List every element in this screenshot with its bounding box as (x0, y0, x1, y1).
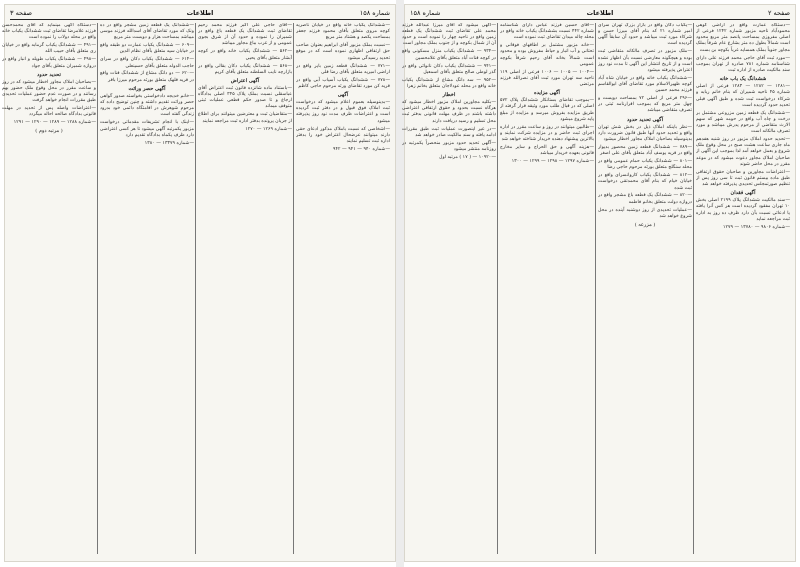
notice-paragraph: — بصاحبان املاک مجاور اخطار میشود که در روز و ساعت مقرر در محل وقوع ملک حضور بهم رسانند و در صورت عدم حضور عملیات تحدیدی طبق مقررات انجام خواهد گرفت (2, 80, 96, 105)
notice-paragraph: — ششدانگ یک قطعه زمین مشجر واقع در ده ونک که مورد تقاضای آقای اسدالله فرزند موسی میباشد بمساحت هزار و دویست متر مربع (100, 23, 194, 41)
notice-paragraph: — نظر باینکه املاک ذیل در بخش شش تهران واقع و تحدید حدود آنها طبق قانون ضرورت دارد بدینوسیله بصاحبان املاک مجاور اخطار میشود (598, 125, 692, 143)
column-divider (195, 23, 196, 554)
notice-paragraph: — باستناد ماده شانزده قانون ثبت اعتراض آقای عباسقلی نسبت بملک پلاک ۳۴۵ اصلی بدادگاه ارجاع و تا صدور حکم قطعی عملیات ثبتی متوقف میماند (198, 86, 292, 111)
notice-paragraph: — ۷۷۸ — ششدانگ یکباب آسیاب آبی واقع در قریه کن مورد تقاضای ورثه مرحوم حاجی کاظم (296, 78, 390, 90)
notice-paragraph: — شماره ۱۲۶۹ — ۱۲۷۰ (198, 127, 292, 133)
notice-paragraph: — تحدید حدود املاک مزبور در روز شنبه هفدهم ماه جاری ساعت هشت صبح در محل وقوع ملک شروع و بعمل خواهد آمد لذا بموجب این آگهی از صاحبان املاک مجاور دعوت میشود که در موعد مقرر در محل حاضر شوند (696, 137, 790, 168)
newspaper-page-right (404, 4, 796, 562)
notice-heading: آگهی (337, 91, 349, 98)
newspaper-name: اطلاعات (186, 9, 214, 17)
notice-paragraph: — یکباب دکان واقع در بازار بزرگ تهران سرای امیر شماره ۲۱ که بنام آقای میرزا حسن و شرکاء مورد ثبت میباشد و حدود آن سابقاً آگهی گردیده است (598, 23, 692, 48)
column-divider (497, 23, 498, 554)
notice-heading: ششدانگ یک باب خانه (719, 76, 767, 83)
notice-paragraph: — اعتراضات مجاورین و صاحبان حقوق ارتفاقی طبق ماده بیستم قانون ثبت تا سی روز پس از تنظیم صورتمجلس تحدیدی پذیرفته خواهد شد (696, 170, 790, 188)
text-column (296, 23, 390, 556)
notice-paragraph: — اشخاصی که نسبت باملاک مذکور ادعای حقی دارند میتوانند عرضحال اعتراض خود را بدفتر اداره ثبت تسلیم نمایند (296, 127, 390, 145)
text-column (198, 23, 292, 556)
issue-number: شماره ۱۵۸ (410, 9, 441, 17)
notice-paragraph: — ۴۹۱ — ششدانگ یکباب گرمابه واقع در خیابان ری متعلق بآقای حبیب الله (2, 43, 96, 55)
text-column (696, 23, 790, 556)
notice-paragraph: — دستگاه عمارت واقع در اراضی کوهی محمودآباد ناحیه مزبور شماره ۱۲۴۲ فرعی از اصلی مفروزی بمساحت پانصد متر مربع محدود است شمالاً بطول ده متر بشارع عام شرقاً بملک مجاور جنوباً بملک همسایه غرباً بکوچه بن بست (696, 23, 790, 54)
notice-paragraph: — اعتراضات واصله پس از تحدید در مهلت قانونی بدادگاه صالحه احاله میگردد (2, 106, 96, 118)
notice-heading: اخطار (442, 91, 456, 98)
notice-paragraph: — هزینه آگهی و حق الحراج و سایر مخارج قانونی بعهده خریدار میباشد (500, 145, 594, 157)
notice-paragraph: — عملیات تحدیدی از روز دوشنبه آینده در محل شروع خواهد شد (598, 208, 692, 220)
newspaper-name: اطلاعات (586, 9, 614, 17)
notice-paragraph: — ششدانگ یکباب خانه واقع در خیابان شاه آباد کوچه ظهیرالاسلام مورد تقاضای آقای ابوالقاسم فرزند محمد حسین (598, 76, 692, 94)
notice-paragraph: — ۷۷۱ — ششدانگ قطعه زمین بایر واقع در اراضی امیریه متعلق بآقای رضا قلی (296, 64, 390, 76)
page-number: صفحه ۲ (767, 9, 790, 17)
notice-heading: آگهی اعتراض (230, 77, 260, 84)
notice-paragraph: — آگهی میشود که آقای میرزا عبدالله فرزند محمد علی تقاضای ثبت ششدانگ یک قطعه زمین واقع در ناحیه چهار را نموده است و حدود آن از شمال بکوچه و از جنوب بملک مجاور است (402, 23, 496, 48)
notice-mark: ( مزرعه ) (634, 221, 656, 228)
notice-paragraph: — آقای حاجی علی اکبر فرزند محمد رحیم تقاضای ثبت ششدانگ یک قطعه باغ واقع در شمیران را نموده و حدود آن از شرق بجوی عمومی و از غرب بباغ مجاور میباشد (198, 23, 292, 48)
notice-paragraph: — ۸۰۱ — ششدانگ یکباب حمام عمومی واقع در محله سنگلج متعلق بورثه مرحوم حاجی رضا (598, 159, 692, 171)
newspaper-page-left (4, 4, 396, 562)
notice-paragraph: — ۹۵۲ — سه دانگ مشاع از ششدانگ یکباب خانه واقع در محله عودلاجان متعلق بخانم زهرا (402, 78, 496, 90)
notice-paragraph: — دستگاه آگهی مینماید که آقای محمدحسن فرزند غلامرضا تقاضای ثبت ششدانگ یکباب خانه واقع در محله دولاب را نموده است (2, 23, 96, 41)
notice-paragraph: — شماره ۹۴۰ — ۹۴۱ — ۹۴۲ (296, 147, 390, 153)
notice-paragraph: — ملک مزبور در تصرف مالکانه متقاضی ثبت بوده و هیچگونه معارضی نسبت بآن اظهار نشده است و از تاریخ انتشار این آگهی تا مدت نود روز اعتراض پذیرفته میشود (598, 49, 692, 74)
text-column (500, 23, 594, 556)
notice-heading: آگهی تحدید حدود (626, 116, 663, 123)
column-divider (293, 23, 294, 554)
text-column (2, 23, 96, 556)
notice-paragraph: — مورد ثبت آقای حاجی محمد فرزند علی دارای شناسنامه شماره ۷۸۱ صادره از تهران بموجب سند مالکیت صادره از اداره ثبت (696, 56, 790, 74)
notice-paragraph: — ۱۲۸۱ — ۱۲۸۲ — ۱۲۸۳ فرعی از اصلی شماره ۴۵ ناحیه شمیران که بنام خانم ربابه و شرکاء درخواست ثبت شده و طبق آگهی قبلی تحدید حدود گردیده است (696, 84, 790, 109)
notice-paragraph: — شماره ۱۲۹۷ — ۱۲۹۸ — ۱۲۹۹ — ۱۳۰۰ (500, 159, 594, 165)
notice-paragraph: — ۹۳۴ — ششدانگ یکباب منزل مسکونی واقع در کوچه قنات آباد متعلق بآقای غلامحسین (402, 49, 496, 61)
notice-paragraph: — ۵۶۸ — ششدانگ یکباب دکان بقالی واقع در بازارچه نایب السلطنه متعلق بآقای کریم (198, 64, 292, 76)
running-head (10, 8, 390, 18)
notice-paragraph: — شماره ۹۸۰۶ — ۱۳۷۸۰ — ۱۲۷۹ (696, 225, 790, 231)
notice-paragraph: — ۵۶۲ — ششدانگ یکباب خانه واقع در کوچه آبشار متعلق بآقای یحیی (198, 49, 292, 61)
notice-paragraph: — ۶۱۴ — ششدانگ یکباب دکان واقع در سرای حاجب الدوله متعلق بآقای حسینعلی (100, 57, 194, 69)
notice-paragraph: — خانه مزبور مشتمل بر اطاقهای فوقانی و تحتانی و آب انبار و حیاط مفروش بوده و محدود است شمالاً بخانه آقای رحیم شرقاً بکوچه عمومی (500, 43, 594, 68)
notice-paragraph: — سند مالکیت ششدانگ پلاک ۲۱۹۹ اصلی بخش ۱۰ تهران مفقود گردیده است هر کس آنرا یافته یا ادعائی نسبت بآن دارد ظرف ده روز به اداره ثبت مراجعه نماید (696, 198, 790, 223)
notice-paragraph: — در غیر اینصورت عملیات ثبت طبق مقررات ادامه یافته و سند مالکیت صادر خواهد شد (402, 127, 496, 139)
text-column (402, 23, 496, 556)
notice-paragraph: — آگهی تحدید حدود مزبور منحصراً یکمرتبه در روزنامه منتشر میشود (402, 141, 496, 153)
column-divider (693, 23, 694, 554)
notice-paragraph: — ۶۰۹ — ششدانگ یکباب عمارت دو طبقه واقع در خیابان سپه متعلق بآقای نظام الدین (100, 43, 194, 55)
notice-paragraph: — شماره ۱۲۸۸ — ۱۲۸۹ — ۱۲۹۰ — ۱۲۹۱ (2, 120, 96, 126)
notice-paragraph: — ششدانگ یکباب خانه واقع در خیابان ناصریه کوچه مروی متعلق بآقای محمود فرزند جعفر بمساحت یکصد و هشتاد متر مربع (296, 23, 390, 41)
notice-paragraph: — ۴۹۸ — ششدانگ یکباب طویله و انبار واقع در دروازه شمیران متعلق بآقای جواد (2, 57, 96, 69)
column-divider (97, 23, 98, 554)
notice-paragraph: — بکلیه مجاورین املاک مزبور اخطار میشود که هرگاه نسبت بحدود و حقوق ارتفاقی اعتراضی داشته باشند در ظرف مهلت قانونی بدفتر ثبت محل تسلیم و رسید دریافت دارند (402, 100, 496, 125)
notice-heading: آگهی حصر وراثت (128, 85, 166, 92)
running-head (410, 8, 790, 18)
column-divider (595, 23, 596, 554)
notice-heading: تحدید حدود (37, 71, 61, 78)
notice-paragraph: — اینک با انجام تشریفات مقدماتی درخواست مزبور یکمرتبه آگهی میشود تا هر کسی اعتراضی دارد ظرف یکماه بدادگاه تقدیم دارد (100, 120, 194, 138)
notice-paragraph: — بدینوسیله بعموم اعلام میشود که درخواست ثبت املاک فوق قبول و در دفتر ثبت گردیده است و اعتراضات ظرف مدت نود روز پذیرفته میشود (296, 100, 390, 125)
notice-paragraph: — ۶۲۰ — دو دانگ مشاع از ششدانگ قنات واقع در قریه قلهک متعلق بورثه مرحوم میرزا باقر (100, 71, 194, 83)
page-number: صفحه ۳ (10, 9, 33, 17)
notice-paragraph: — ۲۹۶ فرعی از اصلی ۷۲ بمساحت دویست و چهل متر مربع که بموجب اقرارنامه ثبتی در تصرف متقاضی میباشد (598, 96, 692, 114)
header-rule (10, 19, 390, 20)
issue-number: شماره ۱۵۸ (359, 9, 390, 17)
notice-paragraph: — بموجب تقاضای بستانکار ششدانگ پلاک ۵۷۲ اصلی که در قبال طلب مورد وثیقه قرار گرفته از طریق مزایده بفروش میرسد و مزایده از مبلغ پایه شروع میشود (500, 98, 594, 123)
notice-paragraph: — شماره ۱۳۳۷۹ — ۱۳۸۰ (100, 141, 194, 147)
notice-paragraph: — متقاضیان ثبت و معترضین میتوانند برای اطلاع از جریان پرونده بدفتر اداره ثبت مراجعه نمایند (198, 112, 292, 124)
notice-paragraph: — ۷۸۹ — ششدانگ قطعه زمین محصور بدیوار واقع در قریه یوسف آباد متعلق بآقای علی اصغر (598, 145, 692, 157)
notice-heading: آگهی فقدان (730, 190, 756, 197)
notice-paragraph: — خانم خدیجه دادخواستی بخواسته صدور گواهی حصر وراثت تقدیم داشته و چنین توضیح داده که مرحوم شوهرش در اقامتگاه دائمی خود بدرود زندگی گفته است (100, 94, 194, 119)
notice-mark: ( مرتبه دوم ) (35, 128, 63, 135)
notice-paragraph: — طالبین میتوانند در روز و ساعت مقرر در اداره اجرای ثبت حاضر و در مزایده شرکت نمایند و بالاترین پیشنهاد دهنده خریدار شناخته خواهد شد (500, 125, 594, 143)
notice-paragraph: — ۹۴۱ — ششدانگ یکباب دکان نانوائی واقع در گذر لوطی صالح متعلق بآقای اسمعیل (402, 64, 496, 76)
notice-paragraph: — ششدانگ یک قطعه زمین مزروعی مشتمل بر درخت و چاه آب واقع در حومه شهر که سهم الارث متقاضی از مرحوم پدرش میباشد و مورد تصرف مالکانه است (696, 111, 790, 136)
text-column (100, 23, 194, 556)
notice-paragraph: — ۸۱۲ — ششدانگ یکباب کاروانسرای واقع در خیابان خیام که بنام آقای محمدتقی درخواست ثبت شده (598, 173, 692, 191)
notice-paragraph: — آقای حسین فرزند عباس دارای شناسنامه شماره ۴۴۲ نسبت بششدانگ یکباب خانه واقع در محله چاله میدان تقاضای ثبت نموده است (500, 23, 594, 41)
notice-paragraph: — ۱۰۹۲۰ — ( ۱۷ ) مرتبه اول (402, 155, 496, 161)
header-rule (410, 19, 790, 20)
notice-heading: آگهی مزایده (534, 90, 560, 97)
notice-paragraph: — ۱۰۰۴ — ۱۰۰۵ — ۱۰۰۶ فرعی از اصلی ۱۱۹ ناحیه سه تهران مورد ثبت آقای نصرالله فرزند مرتضی (500, 70, 594, 88)
notice-paragraph: — نسبت بملک مزبور آقای ابراهیم بعنوان صاحب حق ارتفاقی اظهاری نموده است که در موقع تحدید رسیدگی میشود (296, 43, 390, 61)
notice-paragraph: — ۸۲۰ — ششدانگ یک قطعه باغ مشجر واقع در دروازه دولت متعلق بخانم فاطمه (598, 193, 692, 205)
text-column (598, 23, 692, 556)
